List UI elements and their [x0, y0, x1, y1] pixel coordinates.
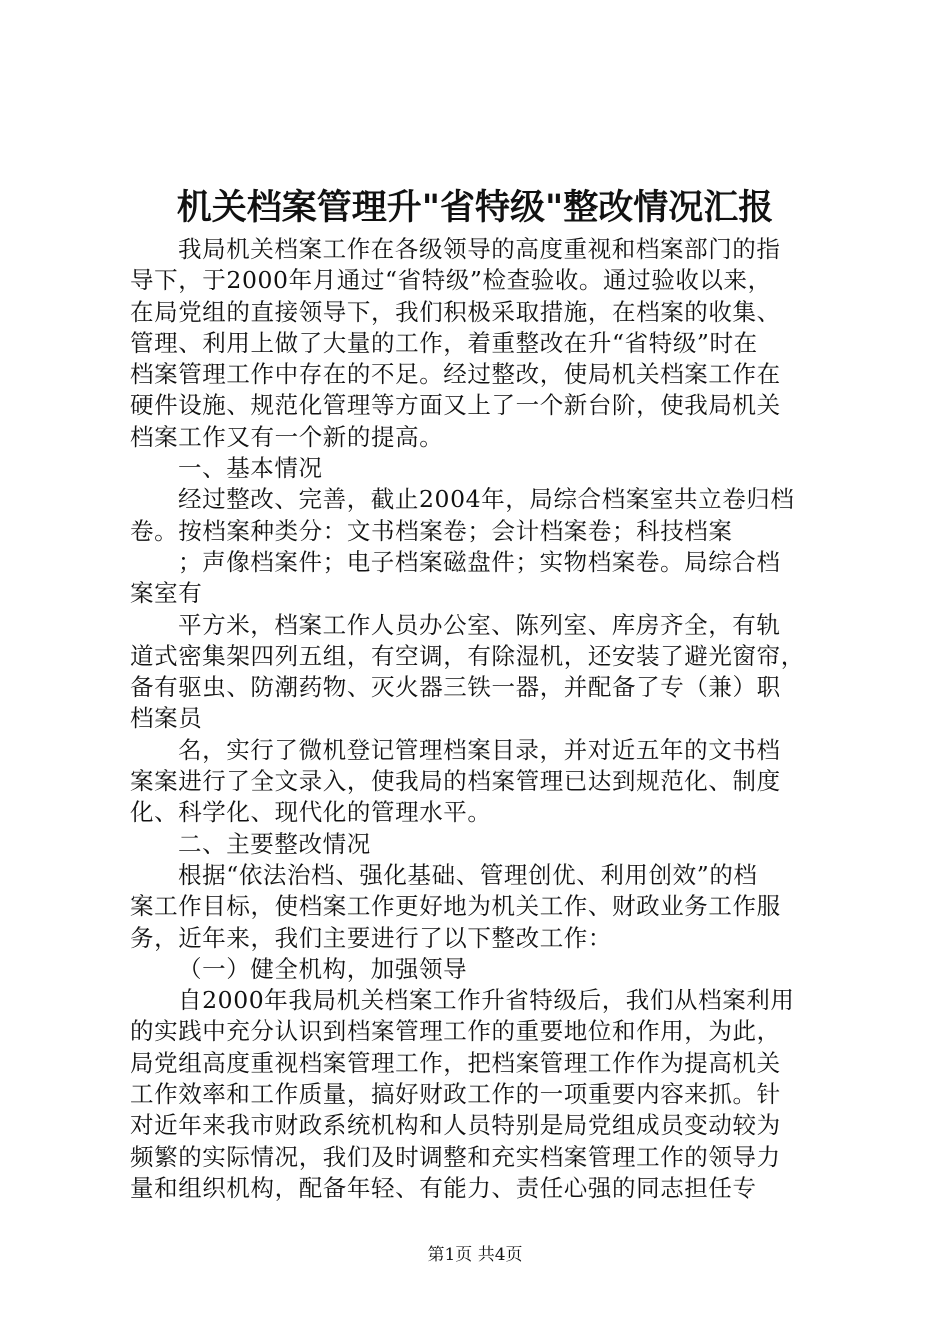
- body-line: 案案进行了全文录入，使我局的档案管理已达到规范化、制度: [130, 767, 781, 796]
- body-line: 根据“依法治档、强化基础、管理创优、利用创效”的档: [178, 860, 758, 889]
- body-line: 道式密集架四列五组，有空调，有除湿机，还安装了避光窗帘，: [130, 641, 805, 670]
- body-line: 案工作目标，使档案工作更好地为机关工作、财政业务工作服: [130, 892, 781, 921]
- body-line: 管理、利用上做了大量的工作，着重整改在升“省特级”时在: [130, 328, 758, 357]
- section-heading: 二、主要整改情况: [178, 829, 371, 858]
- body-line: 卷。按档案种类分：文书档案卷；会计档案卷；科技档案: [130, 516, 733, 545]
- body-line: 备有驱虫、防潮药物、灭火器三铁一器，并配备了专（兼）职: [130, 673, 781, 702]
- section-heading: 一、基本情况: [178, 454, 323, 483]
- body-line: 务，近年来，我们主要进行了以下整改工作：: [130, 923, 612, 952]
- body-line: 名，实行了微机登记管理档案目录，并对近五年的文书档: [178, 735, 781, 764]
- body-line: 我局机关档案工作在各级领导的高度重视和档案部门的指: [178, 235, 781, 263]
- body-line: 档案工作又有一个新的提高。: [130, 422, 444, 451]
- body-line: 频繁的实际情况，我们及时调整和充实档案管理工作的领导力: [130, 1142, 781, 1171]
- page-number-footer: 第1页 共4页: [427, 1245, 523, 1265]
- body-line: 经过整改、完善，截止2004年，局综合档案室共立卷归档: [178, 485, 795, 514]
- body-line: 硬件设施、规范化管理等方面又上了一个新台阶，使我局机关: [130, 391, 781, 420]
- body-line: 案室有: [130, 579, 203, 608]
- document-title: 机关档案管理升"省特级"整改情况汇报: [176, 187, 774, 228]
- subsection-heading: （一）健全机构，加强领导: [178, 954, 468, 983]
- body-line: 平方米，档案工作人员办公室、陈列室、库房齐全，有轨: [178, 610, 781, 639]
- body-line: 在局党组的直接领导下，我们积极采取措施，在档案的收集、: [130, 297, 781, 326]
- body-line: 对近年来我市财政系统机构和人员特别是局党组成员变动较为: [130, 1111, 781, 1140]
- body-line: 档案管理工作中存在的不足。经过整改，使局机关档案工作在: [130, 360, 781, 389]
- body-line: 量和组织机构，配备年轻、有能力、责任心强的同志担任专: [130, 1173, 757, 1202]
- body-line: 局党组高度重视档案管理工作，把档案管理工作作为提高机关: [130, 1048, 781, 1077]
- body-line: 的实践中充分认识到档案管理工作的重要地位和作用，为此，: [130, 1017, 781, 1046]
- body-line: 自2000年我局机关档案工作升省特级后，我们从档案利用: [178, 986, 795, 1015]
- body-line: 工作效率和工作质量，搞好财政工作的一项重要内容来抓。针: [130, 1080, 781, 1109]
- body-line: 化、科学化、现代化的管理水平。: [130, 798, 492, 827]
- body-line: 档案员: [130, 704, 203, 733]
- document-body: [130, 234, 830, 1204]
- body-line: 导下，于2000年月通过“省特级”检查验收。通过验收以来，: [130, 266, 772, 295]
- body-line: ；声像档案件；电子档案磁盘件；实物档案卷。局综合档: [178, 547, 781, 576]
